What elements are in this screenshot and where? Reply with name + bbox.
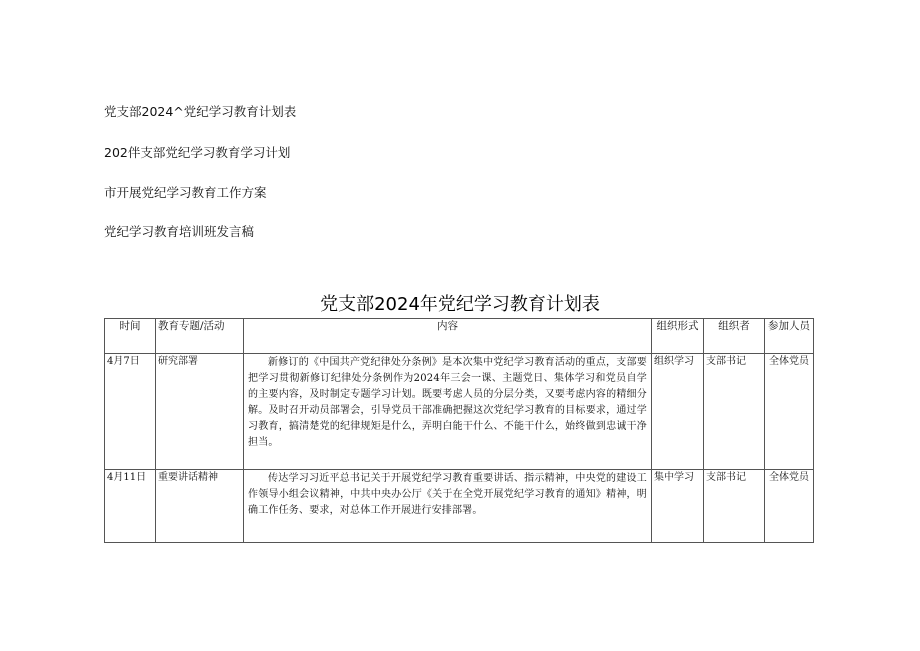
header-organizer: 组织者 [704,319,765,354]
header-content: 内容 [244,319,652,354]
cell-organizer: 支部书记 [704,470,765,543]
cell-content: 传达学习习近平总书记关于开展党纪学习教育重要讲话、指示精神，中央党的建设工作领导小组会议精神，中共中央办公厅《关于在全党开展党纪学习教育的通知》精神，明确工作任务、要求，对总体工作开展进行安排部署。 [244,470,652,543]
cell-form: 集中学习 [652,470,704,543]
toc-item: 党支部2024^党纪学习教育计划表 [104,104,297,119]
cell-topic: 研究部署 [156,354,244,470]
header-time: 时间 [105,319,156,354]
header-participants: 参加人员 [765,319,814,354]
cell-time: 4月11日 [105,470,156,543]
table-row [105,354,814,470]
cell-participants: 全体党员 [765,354,814,470]
plan-table [104,318,814,543]
toc-item: 202伴支部党纪学习教育学习计划 [104,145,291,160]
cell-topic: 重要讲话精神 [156,470,244,543]
cell-time: 4月7日 [105,354,156,470]
cell-organizer: 支部书记 [704,354,765,470]
toc-item: 市开展党纪学习教育工作方案 [104,185,267,200]
cell-participants: 全体党员 [765,470,814,543]
cell-content: 新修订的《中国共产党纪律处分条例》是本次集中党纪学习教育活动的重点，支部要把学习贯彻新修订纪律处分条例作为2024年三会一课、主题党日、集体学习和党员自学的主要内容，及时制定专题学习计划。既要考虑人员的分层分类，又要考虑内容的精细分解。及时召开动员部署会，引导党员干部准确把握这次党纪学习教育的目标要求，通过学习教育，搞清楚党的纪律规矩是什么，弄明白能干什么、不能干什么，始终做到忠诚干净担当。 [244,354,652,470]
toc-item: 党纪学习教育培训班发言稿 [104,224,255,239]
table-row [105,470,814,543]
document-title: 党支部2024年党纪学习教育计划表 [320,294,600,315]
header-form: 组织形式 [652,319,704,354]
cell-form: 组织学习 [652,354,704,470]
header-topic: 教育专题/活动 [156,319,244,354]
table-header-row [105,319,814,354]
